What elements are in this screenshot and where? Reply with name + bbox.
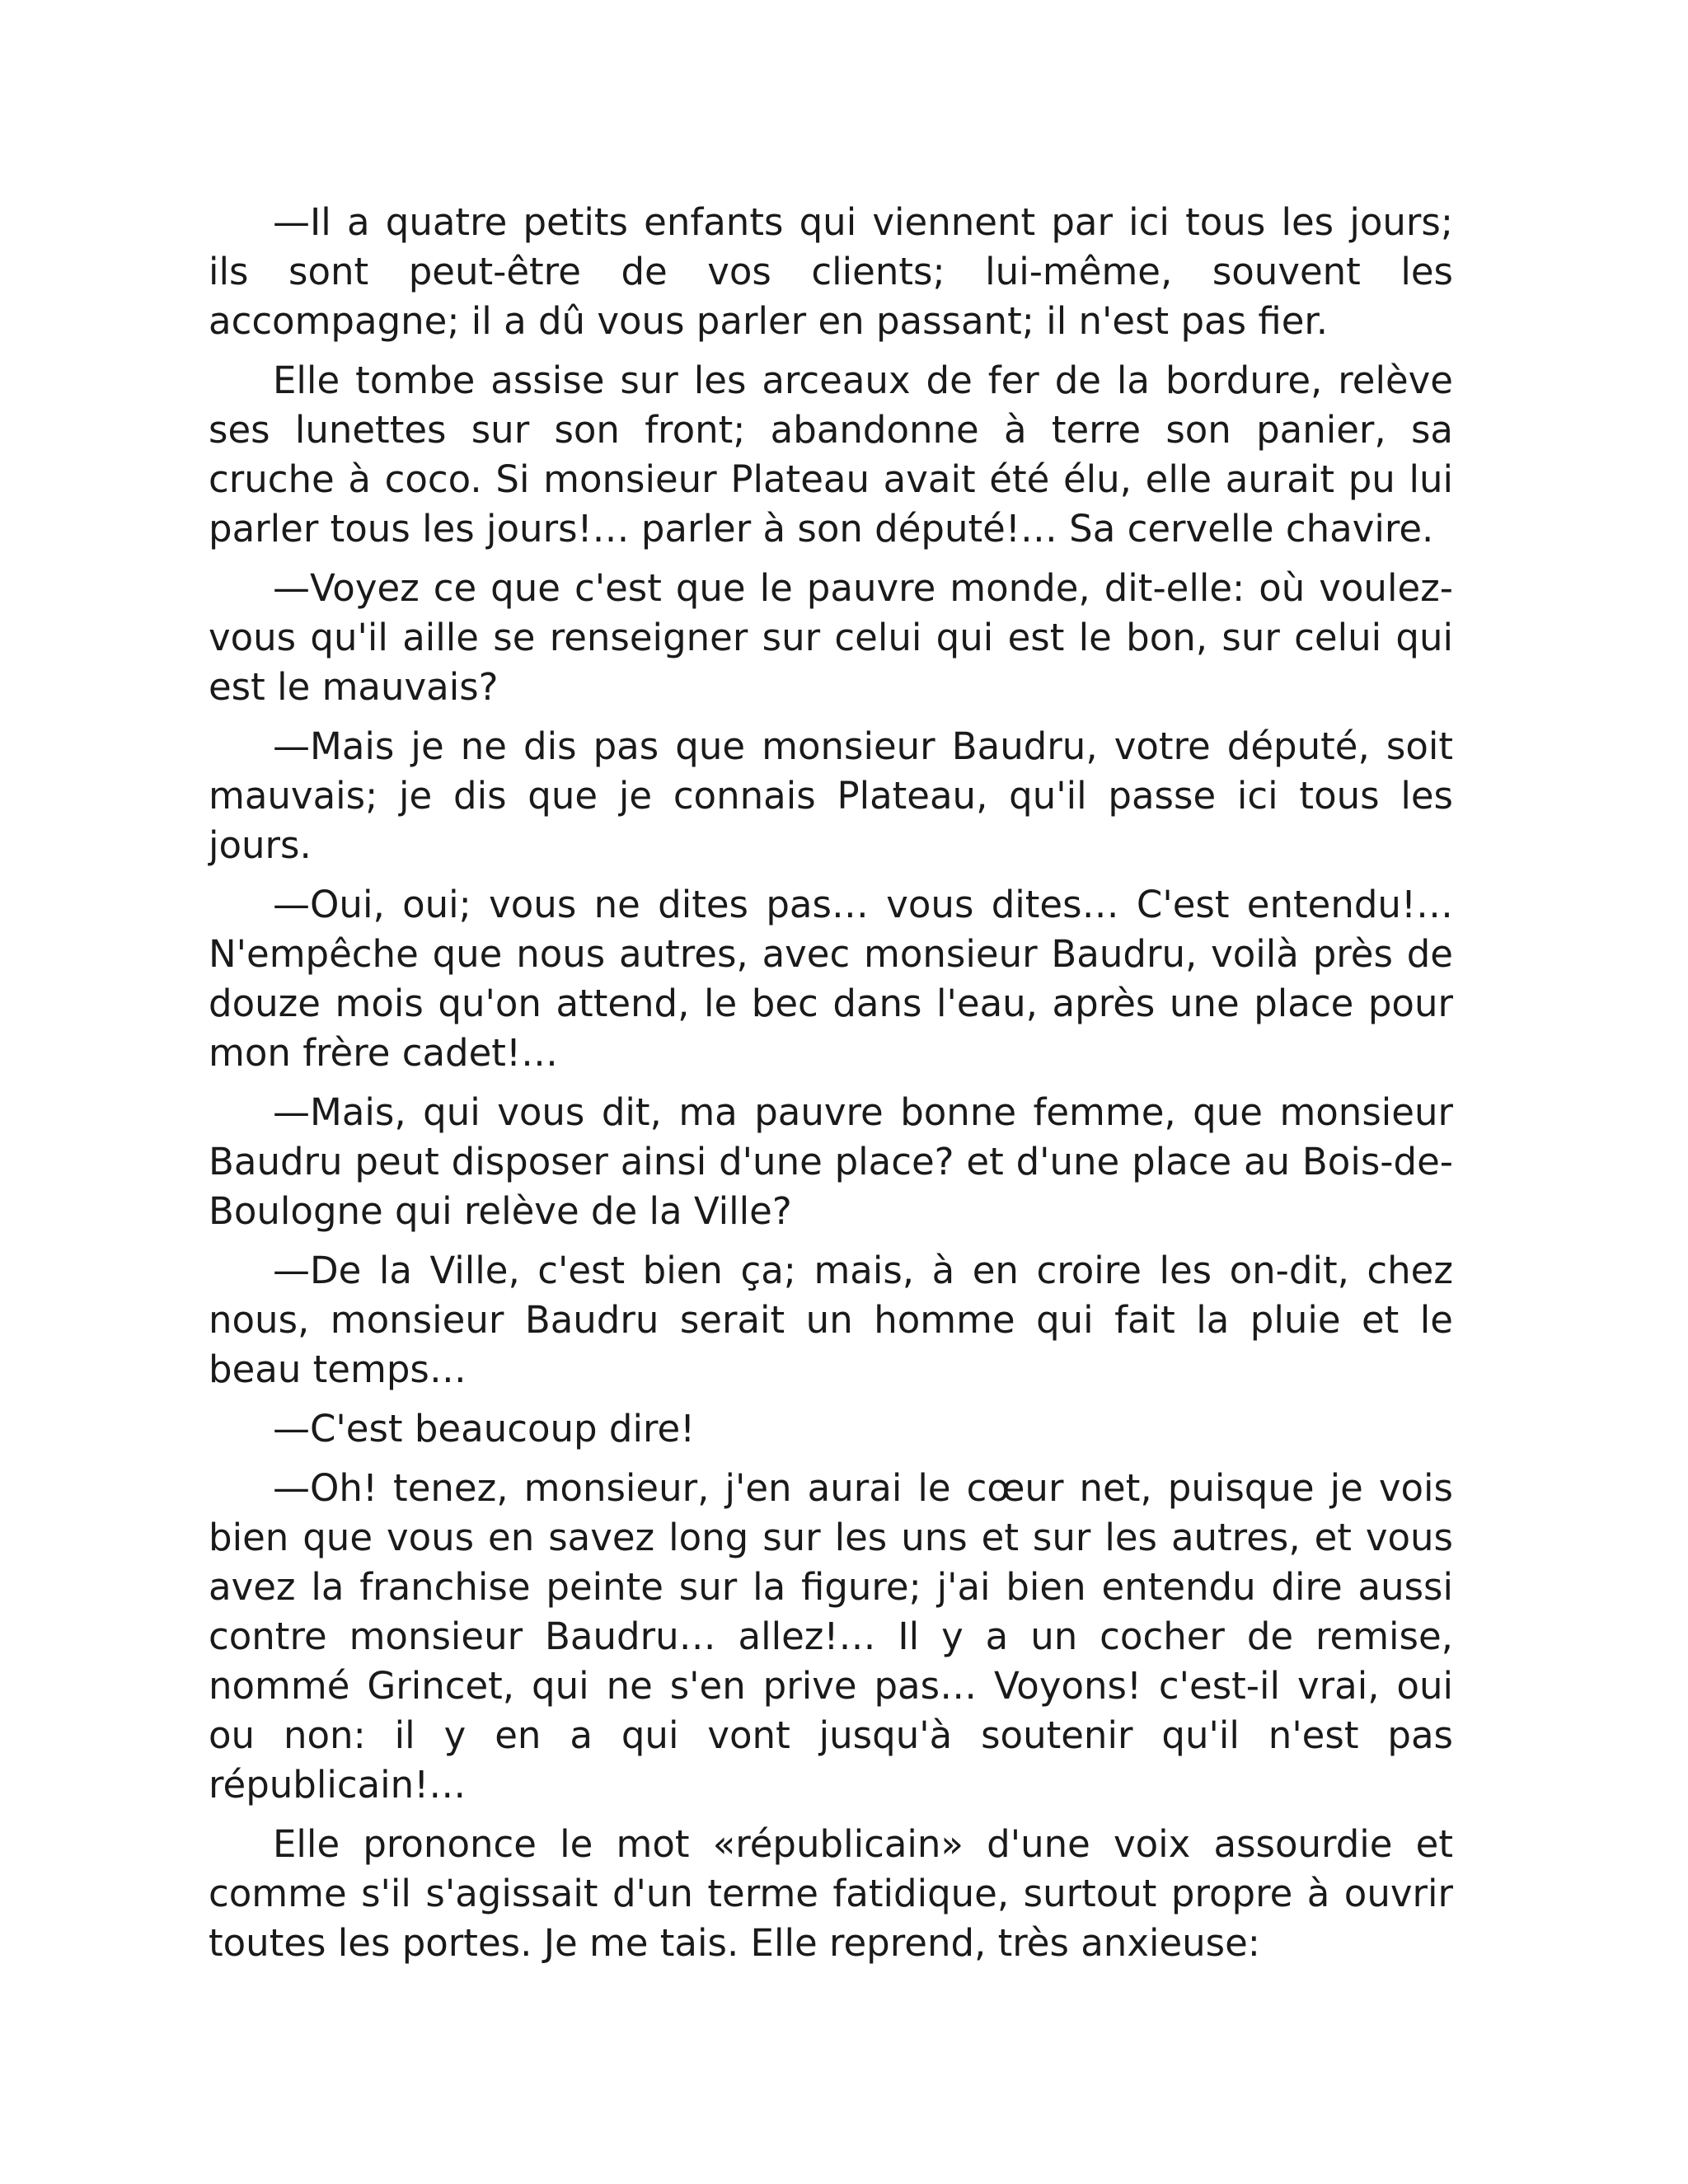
paragraph: —Voyez ce que c'est que le pauvre monde, dit-elle: où voulez-vous qu'il aille se renseigner sur celui qui est le bon, sur celui qui est le mauvais? bbox=[209, 566, 1453, 709]
body-text bbox=[209, 198, 1453, 1978]
paragraph: —C'est beaucoup dire! bbox=[273, 1407, 696, 1451]
paragraph: —De la Ville, c'est bien ça; mais, à en croire les on-dit, chez nous, monsieur Baudru serait un homme qui fait la pluie et le beau temps… bbox=[209, 1249, 1453, 1391]
paragraph: —Oh! tenez, monsieur, j'en aurai le cœur net, puisque je vois bien que vous en savez long sur les uns et sur les autres, et vous avez la franchise peinte sur la figure; j'ai bien entendu dire aussi contre monsieur Baudru… allez!… Il y a un cocher de remise, nommé Grincet, qui ne s'en prive pas… Voyons! c'est-il vrai, oui ou non: il y en a qui vont jusqu'à soutenir qu'il n'est pas républicain!… bbox=[209, 1466, 1453, 1807]
paragraph: —Oui, oui; vous ne dites pas… vous dites… C'est entendu!… N'empêche que nous autres, avec monsieur Baudru, voilà près de douze mois qu'on attend, le bec dans l'eau, après une place pour mon frère cadet!… bbox=[209, 883, 1453, 1075]
paragraph: —Il a quatre petits enfants qui viennent par ici tous les jours; ils sont peut-être de vos clients; lui-même, souvent les accompagne; il a dû vous parler en passant; il n'est pas fier. bbox=[209, 200, 1453, 343]
paragraph: —Mais je ne dis pas que monsieur Baudru, votre député, soit mauvais; je dis que je connais Plateau, qu'il passe ici tous les jours. bbox=[209, 724, 1453, 867]
paragraph: Elle tombe assise sur les arceaux de fer de la bordure, relève ses lunettes sur son front; abandonne à terre son panier, sa cruche à coco. Si monsieur Plateau avait été élu, elle aurait pu lui parler tous les jours!… parler à son député!… Sa cervelle chavire. bbox=[209, 359, 1453, 551]
paragraph: —Mais, qui vous dit, ma pauvre bonne femme, que monsieur Baudru peut disposer ainsi d'une place? et d'une place au Bois-de-Boulogne qui relève de la Ville? bbox=[209, 1090, 1453, 1233]
paragraph: Elle prononce le mot «républicain» d'une voix assourdie et comme s'il s'agissait d'un terme fatidique, surtout propre à ouvrir toutes les portes. Je me tais. Elle reprend, très anxieuse: bbox=[209, 1822, 1453, 1965]
